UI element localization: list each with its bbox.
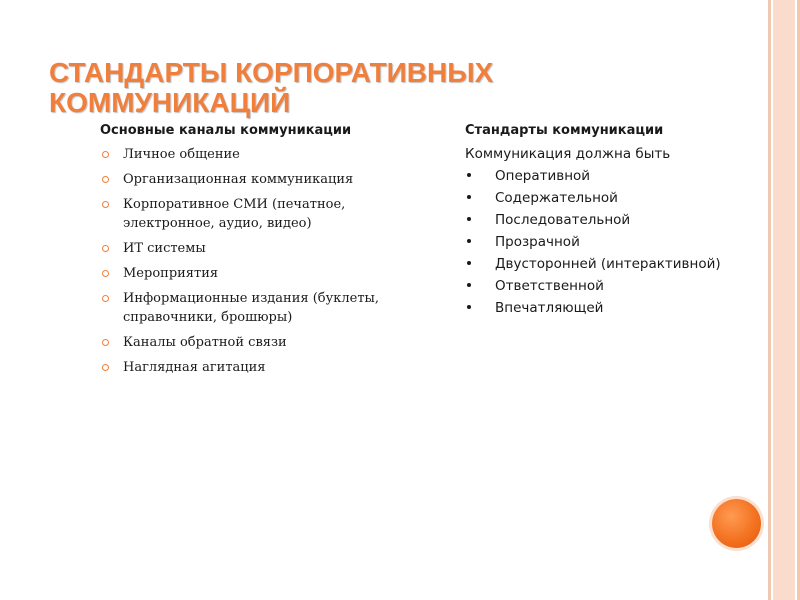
list-item-text: Информационные издания (буклеты, справочники, брошюры) bbox=[123, 291, 380, 325]
list-item bbox=[100, 145, 430, 164]
list-item bbox=[100, 264, 430, 283]
list-item-text: Ответственной bbox=[495, 278, 604, 294]
dot-bullet-icon bbox=[467, 173, 471, 177]
left-column-heading: Основные каналы коммуникации bbox=[100, 123, 352, 138]
list-item-text: ИТ системы bbox=[123, 241, 206, 256]
list-item-text: Последовательной bbox=[495, 212, 631, 228]
list-item bbox=[465, 275, 760, 297]
list-item bbox=[465, 187, 760, 209]
ring-bullet-icon bbox=[102, 295, 109, 302]
list-item-text: Каналы обратной связи bbox=[123, 335, 287, 350]
list-item-text: Наглядная агитация bbox=[123, 360, 266, 375]
slide-title bbox=[49, 58, 749, 118]
right-border-stripe-outer bbox=[768, 0, 771, 600]
left-column bbox=[100, 123, 430, 383]
right-column-intro: Коммуникация должна быть bbox=[465, 146, 671, 162]
list-item-text: Личное общение bbox=[123, 147, 240, 162]
ring-bullet-icon bbox=[102, 364, 109, 371]
list-item-text: Оперативной bbox=[495, 168, 591, 184]
channels-list bbox=[100, 145, 430, 377]
list-item bbox=[465, 165, 760, 187]
dot-bullet-icon bbox=[467, 305, 471, 309]
right-border-stripe-band bbox=[773, 0, 795, 600]
dot-bullet-icon bbox=[467, 239, 471, 243]
ring-bullet-icon bbox=[102, 339, 109, 346]
ring-bullet-icon bbox=[102, 176, 109, 183]
list-item bbox=[465, 253, 760, 275]
list-item bbox=[100, 333, 430, 352]
ring-bullet-icon bbox=[102, 245, 109, 252]
list-item bbox=[100, 195, 430, 233]
standards-list bbox=[465, 165, 760, 319]
ring-bullet-icon bbox=[102, 201, 109, 208]
right-column-heading: Стандарты коммуникации bbox=[465, 123, 664, 138]
orange-circle-icon bbox=[712, 499, 761, 548]
list-item-text: Двусторонней (интерактивной) bbox=[495, 256, 721, 272]
list-item bbox=[100, 170, 430, 189]
list-item-text: Впечатляющей bbox=[495, 300, 604, 316]
list-item bbox=[100, 289, 430, 327]
dot-bullet-icon bbox=[467, 217, 471, 221]
slide-title-line-2: КОММУНИКАЦИЙ bbox=[49, 87, 291, 118]
list-item-text: Мероприятия bbox=[123, 266, 219, 281]
list-item-text: Организационная коммуникация bbox=[123, 172, 354, 187]
ring-bullet-icon bbox=[102, 151, 109, 158]
dot-bullet-icon bbox=[467, 261, 471, 265]
ring-bullet-icon bbox=[102, 270, 109, 277]
list-item bbox=[465, 231, 760, 253]
list-item-text: Прозрачной bbox=[495, 234, 580, 250]
list-item bbox=[465, 209, 760, 231]
list-item bbox=[100, 239, 430, 258]
right-column bbox=[465, 123, 760, 319]
dot-bullet-icon bbox=[467, 195, 471, 199]
list-item bbox=[465, 297, 760, 319]
list-item-text: Содержательной bbox=[495, 190, 618, 206]
dot-bullet-icon bbox=[467, 283, 471, 287]
list-item bbox=[100, 358, 430, 377]
list-item-text: Корпоративное СМИ (печатное, электронное, аудио, видео) bbox=[123, 197, 346, 231]
slide-title-line-1: СТАНДАРТЫ КОРПОРАТИВНЫХ bbox=[49, 57, 494, 88]
